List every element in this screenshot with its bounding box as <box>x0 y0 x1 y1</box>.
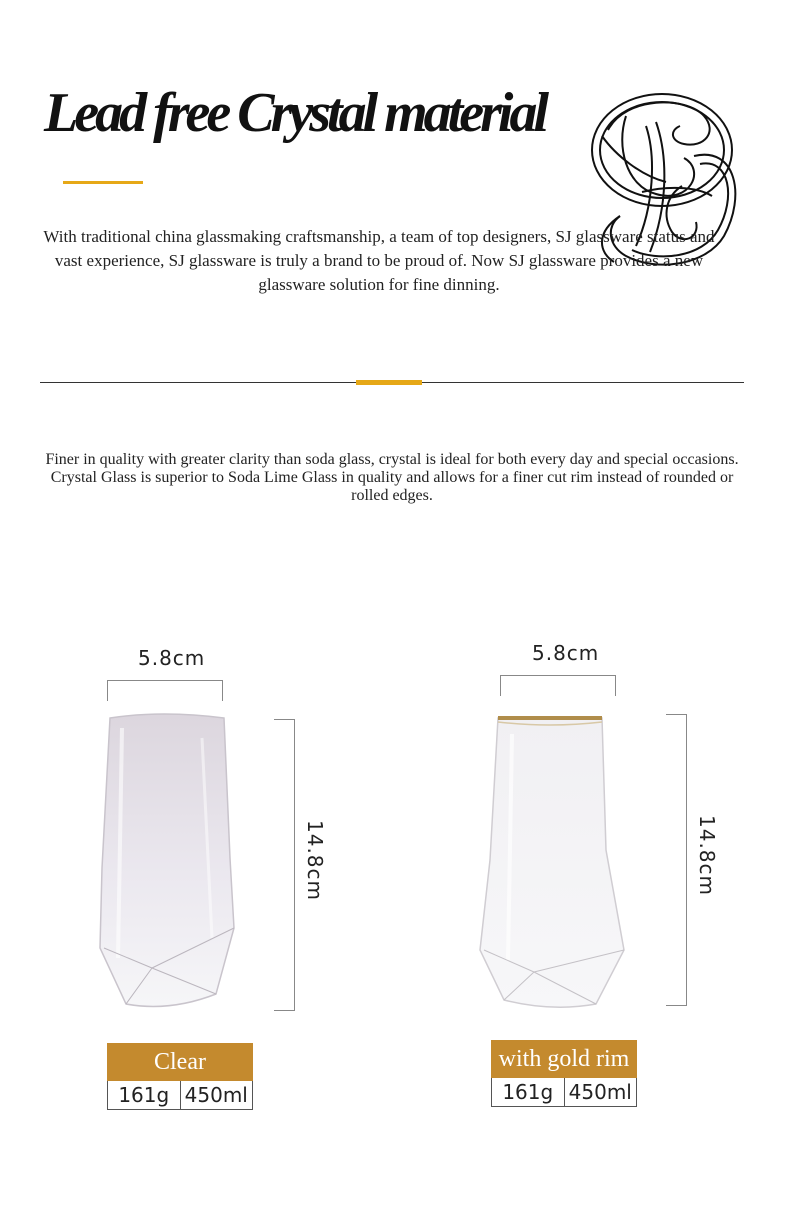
height-label-clear: 14.8cm <box>303 820 327 902</box>
height-label-gold: 14.8cm <box>695 815 719 897</box>
width-bracket-gold <box>500 675 616 696</box>
width-label-gold: 5.8cm <box>532 641 600 665</box>
divider-accent <box>356 380 422 385</box>
spec-row-clear <box>107 1081 253 1110</box>
width-bracket-clear <box>107 680 223 701</box>
spec-box-clear <box>107 1043 253 1110</box>
intro-paragraph: With traditional china glassmaking craftsmanship, a team of top designers, SJ glassware status and vast experience, SJ glassware is truly a brand to be proud of. Now SJ glassware provides a new glassware solution for fine dinning. <box>43 227 715 294</box>
title-underline <box>63 181 143 184</box>
gold-rim-glass-image <box>478 710 630 1015</box>
volume-gold: 450ml <box>564 1078 637 1106</box>
weight-clear: 161g <box>118 1083 170 1107</box>
crystal-description: Finer in quality with greater clarity than soda glass, crystal is ideal for both every day and special occasions. Crystal Glass is superior to Soda Lime Glass in quality and allows for a finer cut rim instead of rounded or rolled edges. <box>45 451 739 504</box>
spec-name-gold: with gold rim <box>491 1040 637 1078</box>
volume-clear: 450ml <box>180 1081 253 1109</box>
height-bracket-gold <box>666 714 687 1006</box>
spec-row-gold <box>491 1078 637 1107</box>
spec-box-gold <box>491 1040 637 1107</box>
width-label-clear: 5.8cm <box>138 646 206 670</box>
clear-glass-image <box>92 708 242 1018</box>
page-title: Lead free Crystal material <box>44 82 546 144</box>
weight-gold: 161g <box>502 1080 554 1104</box>
spec-name-clear: Clear <box>107 1043 253 1081</box>
height-bracket-clear <box>274 719 295 1011</box>
